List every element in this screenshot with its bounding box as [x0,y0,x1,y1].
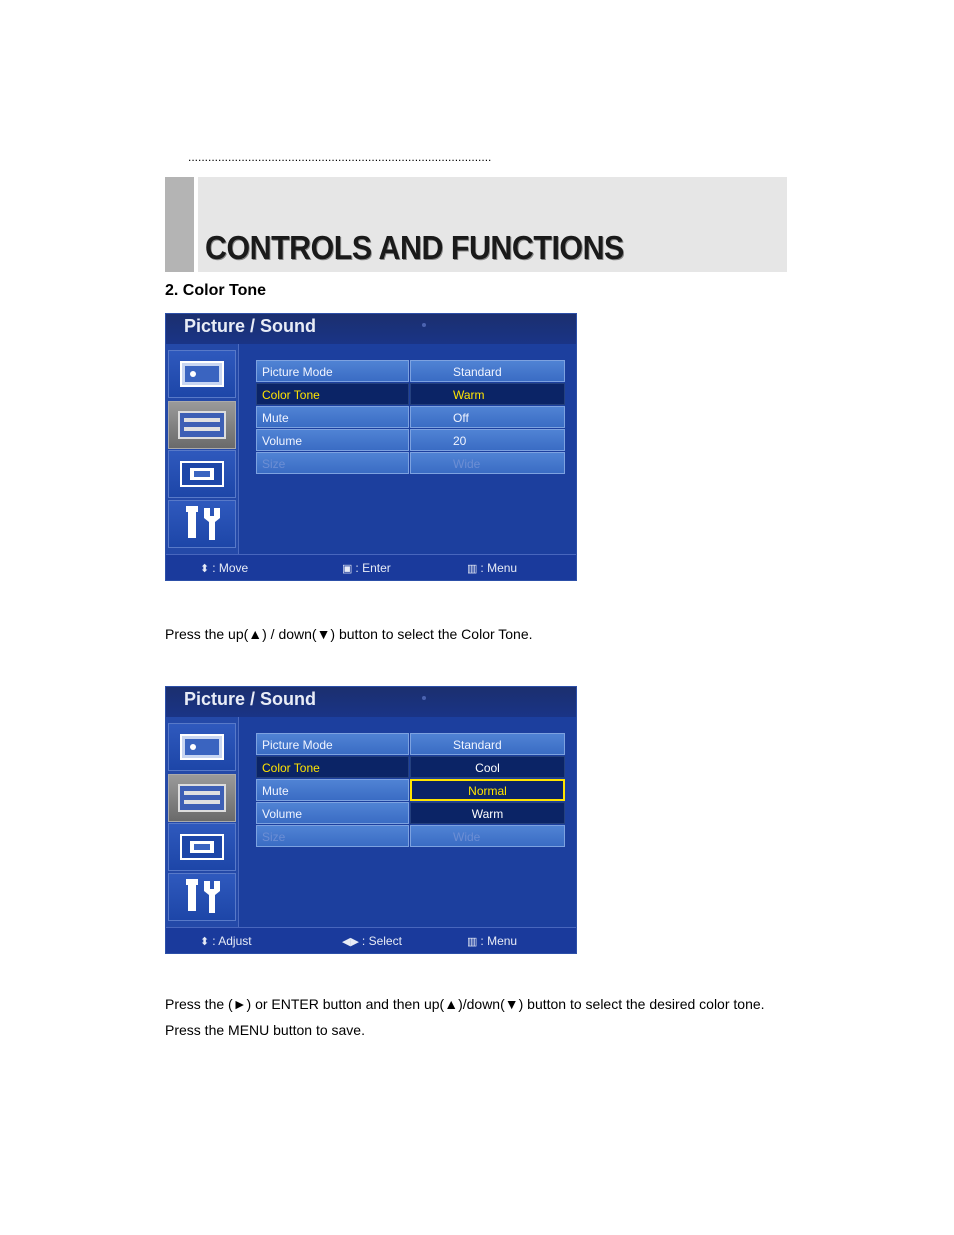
up-down-icon: ⬍ [200,562,210,575]
osd-dot [422,323,426,327]
hint-label: : Menu [480,934,518,948]
row-label: Color Tone [256,383,409,405]
picture-icon [168,723,236,771]
chapter-title: CONTROLS AND FUNCTIONS [205,229,624,266]
hint-label: : Move [212,561,249,575]
row-value: Standard [410,360,565,382]
row-value: Wide [410,452,565,474]
hint-move [200,561,248,575]
hint-select [342,934,402,948]
sound-icon [168,774,236,822]
dotted-rule: ........................................................................................... [188,150,492,164]
option-cool[interactable]: Cool [410,756,565,778]
chapter-banner [165,177,787,272]
row-label: Mute [256,779,409,801]
screen-icon [168,450,236,498]
row-label: Color Tone [256,756,409,778]
osd-rail-divider [238,344,239,554]
hint-adjust [200,934,252,948]
menu-row-volume[interactable] [256,802,565,824]
row-label: Picture Mode [256,733,409,755]
menu-row-color-tone[interactable] [256,383,565,405]
osd-hint-bar [166,554,576,581]
hint-label: : Adjust [212,934,252,948]
row-value: Wide [410,825,565,847]
tools-icon [168,873,236,921]
option-warm[interactable]: Warm [410,802,565,824]
osd-title-bar [166,314,576,344]
up-down-icon: ⬍ [200,935,210,948]
menu-icon: ▥ [467,562,478,575]
hint-label: : Menu [480,561,518,575]
osd-screenshot-select [165,313,577,581]
menu-row-color-tone[interactable] [256,756,565,778]
instruction-select: Press the up(▲) / down(▼) button to select the Color Tone. [165,626,533,642]
menu-row-mute[interactable] [256,406,565,428]
row-label: Mute [256,406,409,428]
row-label: Volume [256,429,409,451]
osd-hint-bar [166,927,576,954]
option-normal[interactable]: Normal [410,779,565,801]
menu-icon: ▥ [467,935,478,948]
left-right-icon: ◀▶ [342,935,359,948]
osd-screenshot-adjust [165,686,577,954]
row-value: Warm [410,383,565,405]
row-label: Picture Mode [256,360,409,382]
banner-gap [194,177,198,272]
section-heading: 2. Color Tone [165,282,267,299]
instruction-save: Press the MENU button to save. [165,1022,365,1038]
picture-icon [168,350,236,398]
row-label: Size [256,825,409,847]
hint-enter [342,561,391,575]
row-value: 20 [410,429,565,451]
row-value: Standard [410,733,565,755]
menu-row-size [256,825,565,847]
menu-row-mute[interactable] [256,779,565,801]
screen-icon [168,823,236,871]
enter-icon: ▣ [342,562,353,575]
hint-menu [467,561,517,575]
menu-row-picture-mode[interactable] [256,360,565,382]
hint-label: : Select [361,934,402,948]
row-label: Volume [256,802,409,824]
menu-row-volume[interactable] [256,429,565,451]
osd-dot [422,696,426,700]
menu-row-size [256,452,565,474]
osd-title: Picture / Sound [184,689,317,709]
osd-rail-divider [238,717,239,927]
tools-icon [168,500,236,548]
sound-icon [168,401,236,449]
hint-label: : Enter [355,561,391,575]
row-value: Off [410,406,565,428]
menu-row-picture-mode[interactable] [256,733,565,755]
osd-title-bar [166,687,576,717]
row-label: Size [256,452,409,474]
instruction-adjust: Press the (►) or ENTER button and then up(▲)/down(▼) button to select the desired color tone. [165,996,765,1012]
osd-title: Picture / Sound [184,316,317,336]
hint-menu [467,934,517,948]
banner-accent-bar [165,177,194,272]
